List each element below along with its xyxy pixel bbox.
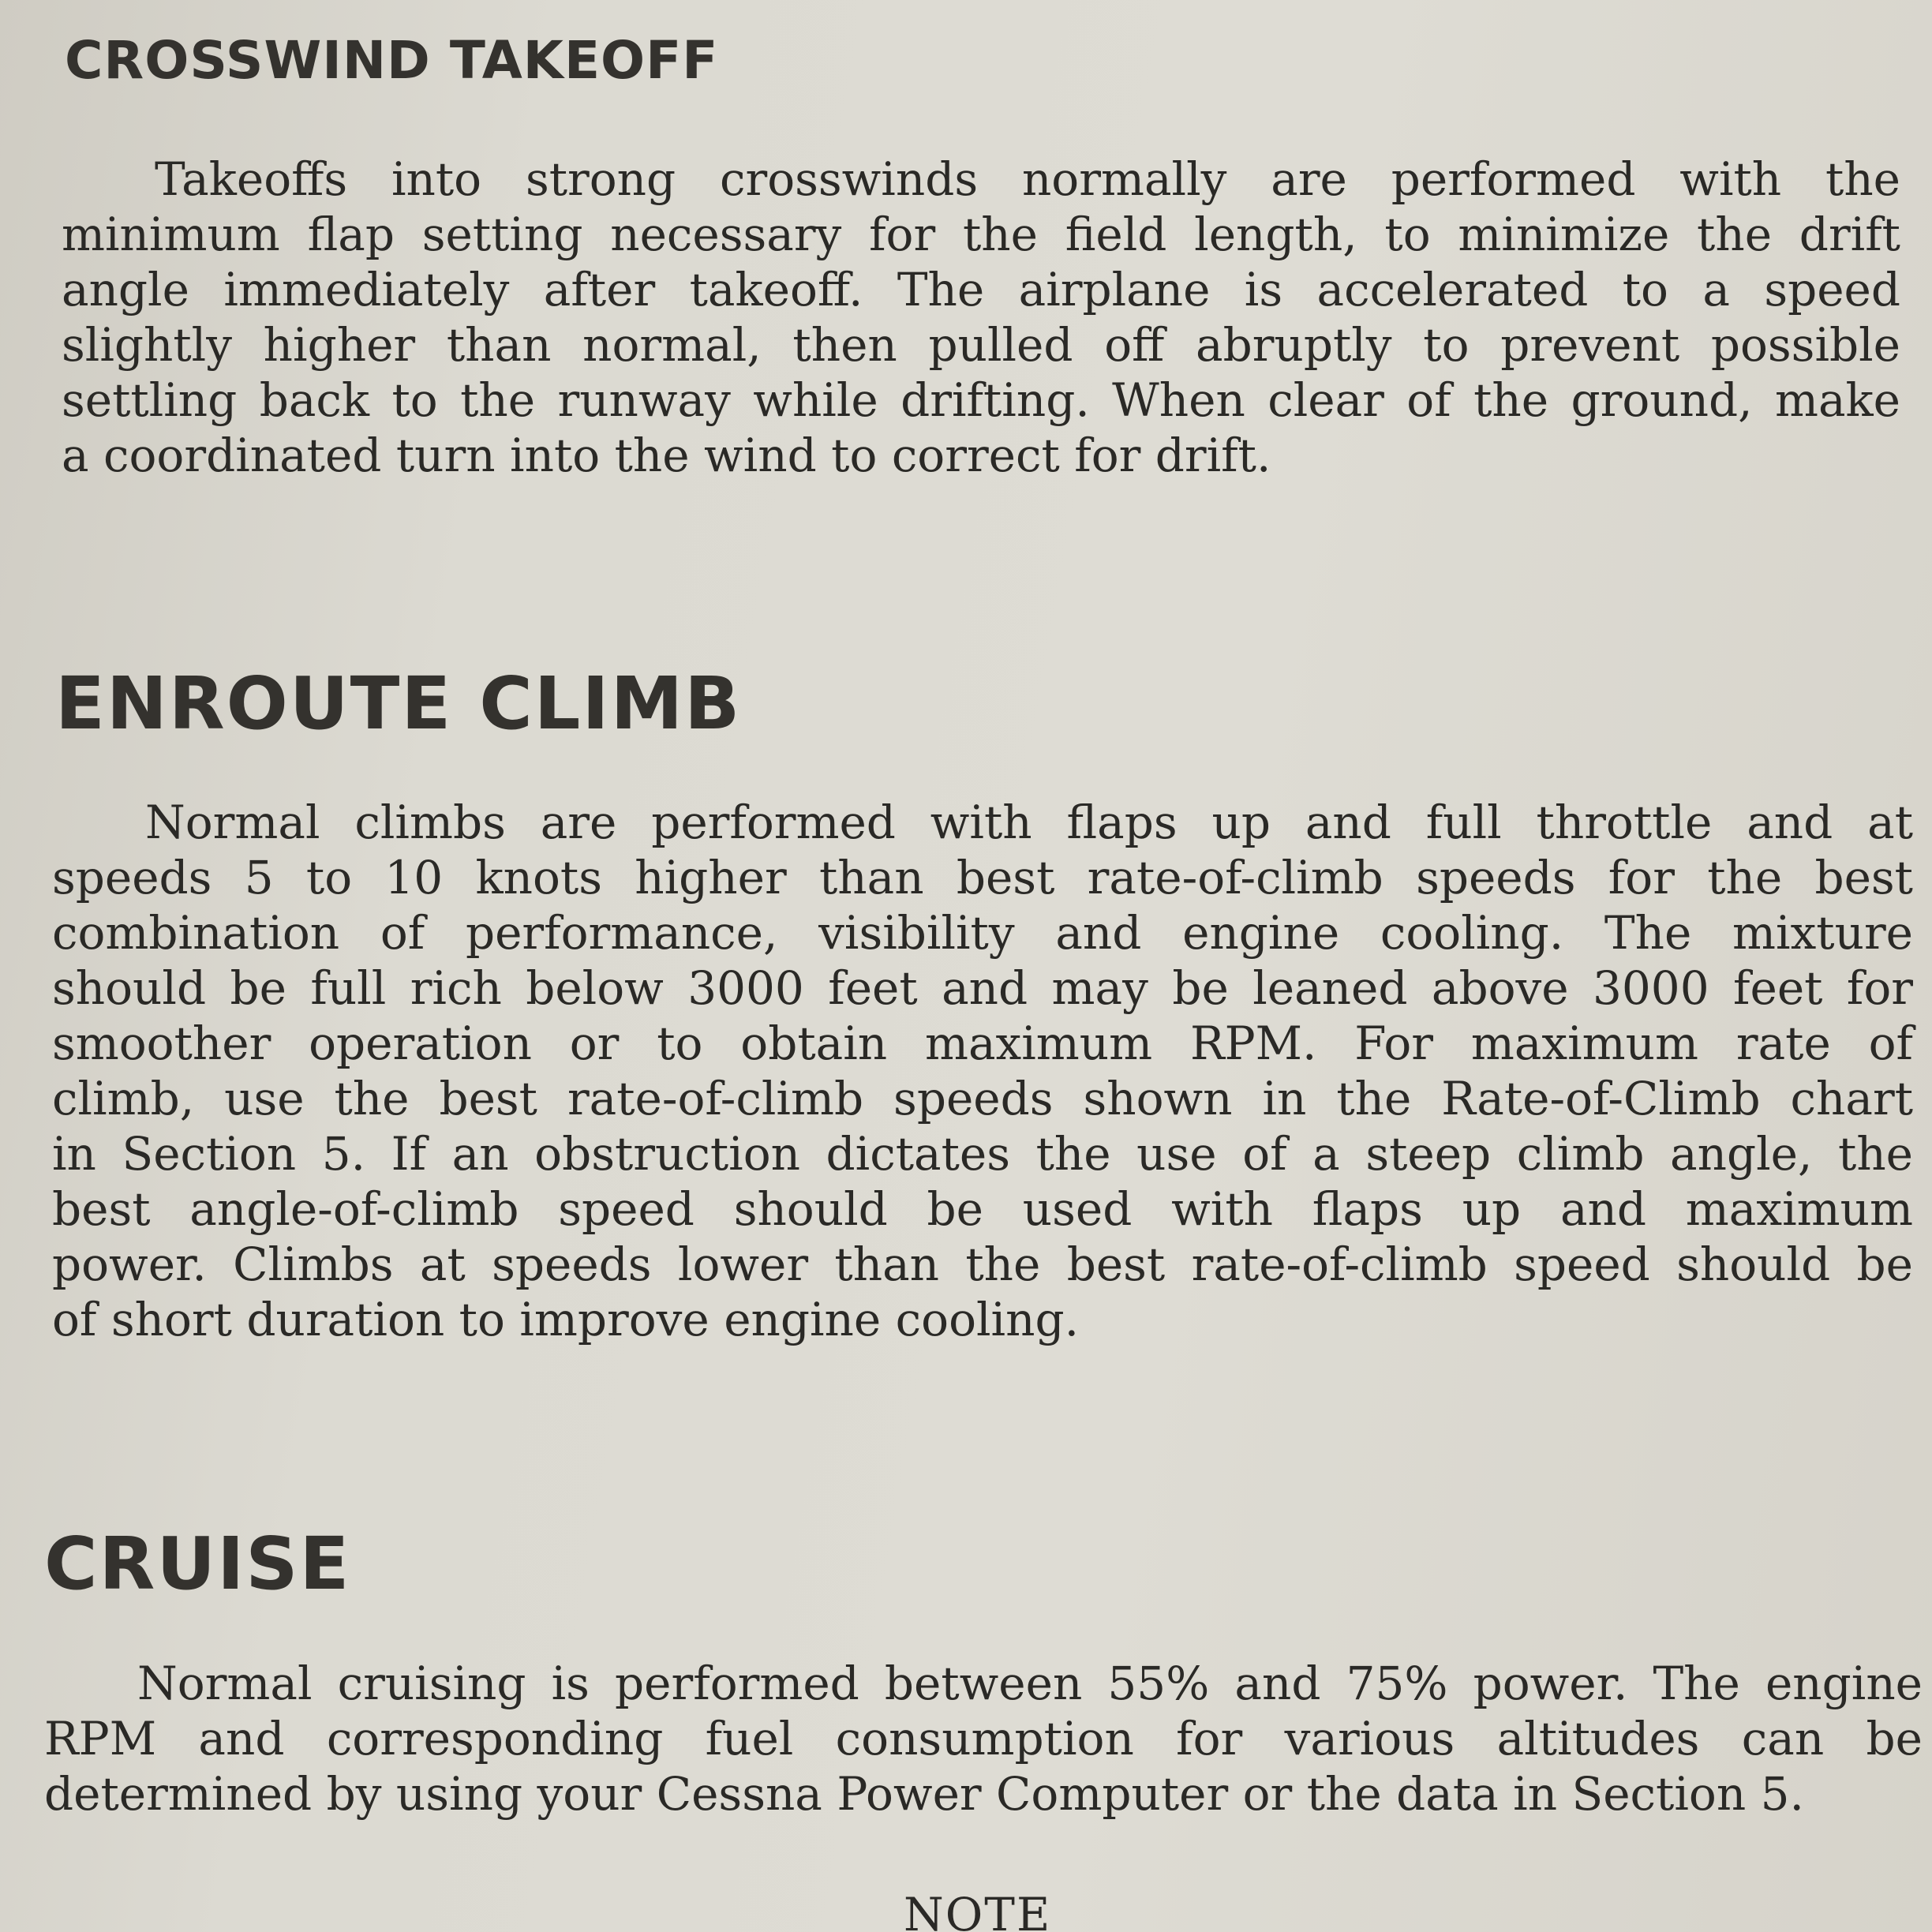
crosswind-takeoff-paragraph	[62, 152, 1900, 483]
text-line: smoother operation or to obtain maximum RPM. For maximum rate of	[52, 1017, 1913, 1070]
note-label: NOTE	[904, 1888, 1052, 1932]
text-line: minimum flap setting necessary for the field length, to minimize the drift	[62, 208, 1900, 261]
cruise-paragraph	[44, 1656, 1923, 1822]
enroute-climb-heading: ENROUTE CLIMB	[55, 661, 742, 746]
crosswind-takeoff-heading: CROSSWIND TAKEOFF	[65, 30, 719, 91]
text-line: determined by using your Cessna Power Computer or the data in Section 5.	[44, 1767, 1804, 1821]
cruise-heading: CRUISE	[44, 1522, 351, 1606]
text-line: Normal cruising is performed between 55% and 75% power. The engine	[137, 1657, 1923, 1710]
text-line: RPM and corresponding fuel consumption for various altitudes can be	[44, 1712, 1923, 1765]
text-line: climb, use the best rate-of-climb speeds shown in the Rate-of-Climb chart	[52, 1072, 1913, 1125]
text-line: speeds 5 to 10 knots higher than best rate-of-climb speeds for the best	[52, 851, 1913, 904]
text-line: a coordinated turn into the wind to correct for drift.	[62, 429, 1271, 482]
text-line: angle immediately after takeoff. The airplane is accelerated to a speed	[62, 263, 1900, 316]
text-line: should be full rich below 3000 feet and may be leaned above 3000 feet for	[52, 961, 1913, 1015]
text-line: Takeoffs into strong crosswinds normally are performed with the	[155, 152, 1900, 206]
text-line: in Section 5. If an obstruction dictates the use of a steep climb angle, the	[52, 1127, 1913, 1181]
text-line: Normal climbs are performed with flaps up and full throttle and at	[145, 796, 1913, 849]
text-line: of short duration to improve engine cooling.	[52, 1293, 1080, 1346]
text-line: power. Climbs at speeds lower than the best rate-of-climb speed should be	[52, 1237, 1913, 1291]
text-line: settling back to the runway while drifting. When clear of the ground, make	[62, 373, 1900, 427]
text-line: slightly higher than normal, then pulled off abruptly to prevent possible	[62, 318, 1900, 372]
text-line: combination of performance, visibility and engine cooling. The mixture	[52, 906, 1913, 960]
enroute-climb-paragraph	[52, 795, 1913, 1347]
text-line: best angle-of-climb speed should be used with flaps up and maximum	[52, 1182, 1913, 1236]
